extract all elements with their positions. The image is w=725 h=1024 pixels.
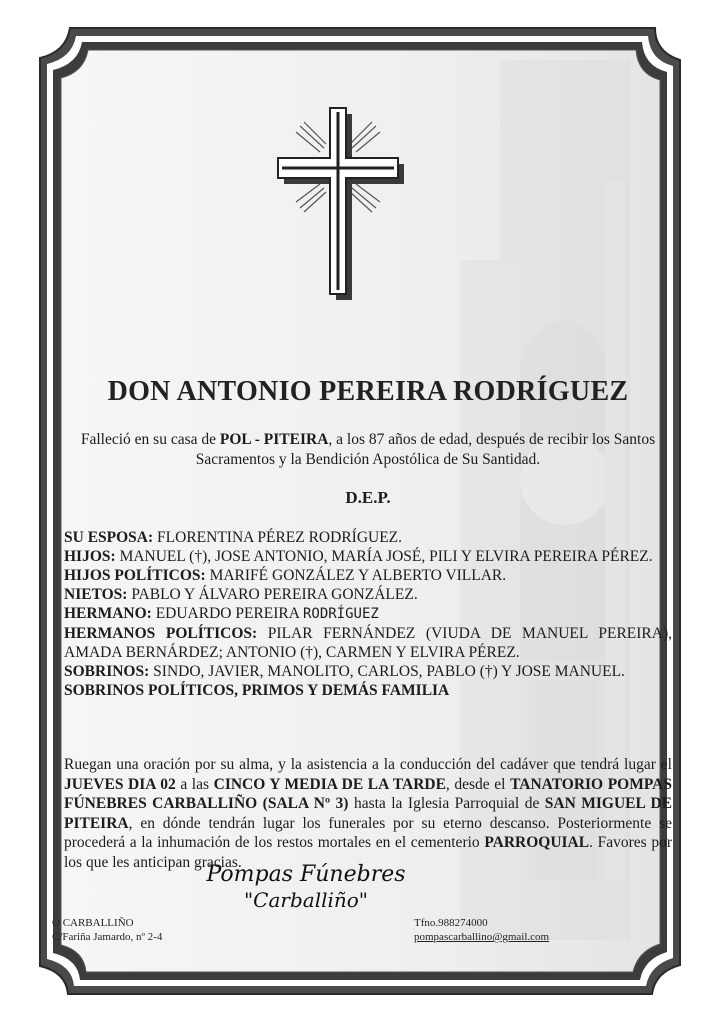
- footer-email: pompascarballino@gmail.com: [414, 931, 550, 943]
- footer-street: C/Fariña Jamardo, nº 2-4: [52, 931, 163, 943]
- family-grandchildren: NIETOS: PABLO Y ÁLVARO PEREIRA GONZÁLEZ.: [64, 586, 418, 603]
- family-children-in-law: HIJOS POLÍTICOS: MARIFÉ GONZÁLEZ Y ALBERTO VILLAR.: [64, 567, 507, 584]
- funeral-church: SAN MIGUEL DE PITEIRA: [64, 795, 672, 832]
- funeral-time: CINCO Y MEDIA DE LA TARDE: [213, 775, 446, 793]
- funeral-cemetery: PARROQUIAL: [484, 834, 590, 851]
- intro-place: POL - PITEIRA: [219, 431, 329, 448]
- funeral-details: Ruegan una oración por su alma, y la asistencia a la conducción del cadáver que tendrá lugar el JUEVES DIA 02 a las CINCO Y MEDIA DE LA TARDE, desde el TANATORIO POMPAS FÚNEBRES CARBALLIÑO (SALA Nº 3) hasta la Iglesia Parroquial de SAN MIGUEL DE PITEIRA, en dónde tendrán lugar los funerales por su eterno descanso. Posteriormente se procederá a la inhumación de los restos mortales en el cementerio PARROQUIAL. Favores por los que les anticipan gracias.: [64, 756, 672, 871]
- footer-address: [52, 916, 162, 944]
- family-list: [64, 528, 672, 700]
- footer-city: O CARBALLIÑO: [52, 917, 134, 929]
- obituary-content: [64, 60, 672, 952]
- family-nephews: SOBRINOS: SINDO, JAVIER, MANOLITO, CARLOS, PABLO (†) Y JOSE MANUEL.: [64, 663, 625, 680]
- intro-text-2: , a los 87 años de edad, después de recibir los Santos Sacramentos y la Bendición Apostólica de Su Santidad.: [195, 431, 656, 468]
- intro-text-1: Falleció en su casa de: [80, 431, 220, 448]
- family-others: SOBRINOS POLÍTICOS, PRIMOS Y DEMÁS FAMILIA: [64, 682, 450, 699]
- funeral-venue: TANATORIO POMPAS FÚNEBRES CARBALLIÑO (SALA Nº 3): [64, 775, 672, 812]
- death-notice: [68, 430, 668, 470]
- funeral-day: JUEVES DIA 02: [64, 775, 176, 793]
- footer-phone: Tfno.988274000: [414, 917, 488, 929]
- family-brother: HERMANO: EDUARDO PEREIRA RODRÍGUEZ: [64, 605, 379, 622]
- family-wife: SU ESPOSA: FLORENTINA PÉREZ RODRÍGUEZ.: [64, 529, 403, 546]
- dep-heading: D.E.P.: [345, 488, 391, 507]
- family-children: HIJOS: MANUEL (†), JOSE ANTONIO, MARÍA JOSÉ, PILI Y ELVIRA PEREIRA PÉREZ.: [64, 548, 653, 565]
- family-siblings-in-law: HERMANOS POLÍTICOS: PILAR FERNÁNDEZ (VIUDA DE MANUEL PEREIRA), AMADA BERNÁRDEZ; ANTONIO (†), CARMEN Y ELVIRA PÉREZ.: [64, 625, 672, 661]
- footer-contact: [414, 916, 549, 944]
- funeral-home-logo: Pompas Fúnebres "Carballiño": [206, 862, 406, 912]
- deceased-name: DON ANTONIO PEREIRA RODRÍGUEZ: [107, 376, 629, 407]
